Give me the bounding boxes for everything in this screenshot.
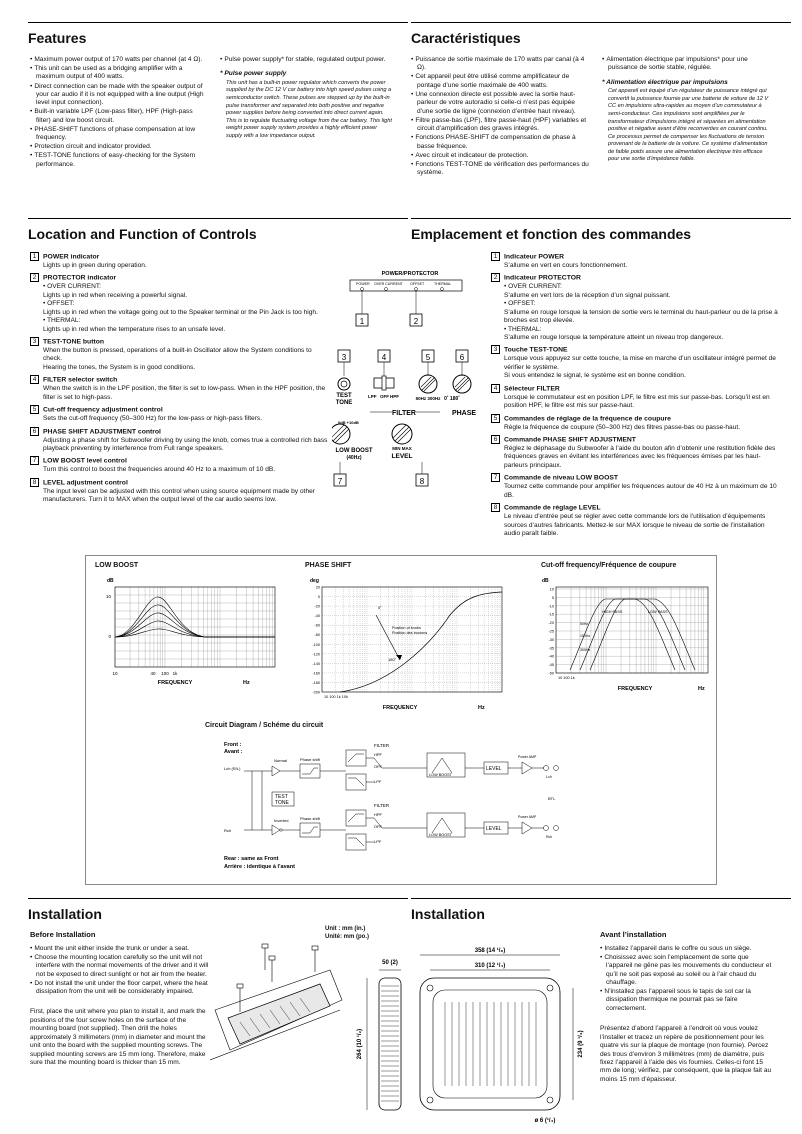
circ-btl: BTL [548, 796, 556, 801]
control-desc: Règle la fréquence de coupure (50–300 Hz) des filtres passe-bas ou passe-haut. [504, 423, 741, 431]
control-title: Indicateur PROTECTOR [504, 274, 581, 282]
phase-label: PHASE [451, 410, 477, 417]
install-text-fr [600, 930, 772, 1084]
circ-rch: Rch [224, 828, 232, 833]
lb-ytick: 0 [108, 634, 111, 639]
lowboost-graph-title: LOW BOOST [95, 562, 139, 569]
lowboost-graph [95, 575, 285, 690]
control-number: 8 [30, 478, 39, 487]
circ-rch-out: Rch [546, 835, 553, 839]
dimension-drawing [345, 940, 600, 1125]
led-power: POWER [356, 282, 370, 286]
control-desc: S’allume en vert en cours fonctionnement. [504, 261, 628, 269]
features-list-fr [411, 56, 589, 178]
feature-item: • Cet appareil peut être utilisé comme amplificateur de pontage d’une sortie maximale de 400 watts. [411, 73, 589, 90]
dim-310: 310 (12 ¹/₄) [474, 963, 506, 969]
control-item [491, 503, 781, 538]
ph-marker-0: 0˚ [378, 605, 382, 610]
dim-234: 234 (9 ¹/₄) [578, 1030, 584, 1058]
unit-label: Unit : mm (in.) Unité: mm (po.) [325, 926, 369, 941]
dim-6: ø 6 (¹/₄) [534, 1118, 556, 1124]
circ-lch-out: Lch [546, 775, 552, 779]
controls-list-fr [491, 252, 781, 542]
co-ytick: -10 [548, 604, 554, 609]
control-number: 5 [491, 414, 500, 423]
control-desc: • OVER CURRENT: S’allume en vert lors de la réception d’un signal puissant. • OFFSET: S’allume en rouge lorsque la tension de sortie vers le terminal du haut-parleur ou de la prise à broches est trop élevée. • THERMAL: S’allume en rouge lorsque la température atteint un niveau trop dangereux. [504, 283, 778, 342]
control-title: Commande de réglage LEVEL [504, 504, 601, 512]
co-ytick: -35 [548, 646, 554, 651]
control-title: Commande PHASE SHIFT ADJUSTMENT [504, 436, 636, 444]
feature-item: • Built-in variable LPF (Low-pass filter), HPF (High-pass filter) and low boost circuit. [30, 108, 205, 125]
control-desc: Le niveau d’entrée peut se régler avec cette commande lors de l’utilisation d’équipements sources d’autres fabricants. Mettez-le sur MAX lorsque le niveau de sortie de l’installation audio paraît faible. [504, 513, 766, 538]
dim-264: 264 (10 ¹/₂) [357, 1028, 363, 1060]
feature-item: • Direct connection can be made with the speaker output of your car audio if it is not equipped with a line output (High level input connection). [30, 83, 205, 108]
circ-lpf2: LPF [374, 839, 382, 844]
circ-off2: OFF [374, 824, 382, 829]
features-col2-fr [602, 56, 774, 164]
led-thermal: THERMAL [434, 282, 452, 286]
note-body: Cet appareil est équipé d’un régulateur de puissance intégré qui convertit la puissance fournie par une batterie de voiture de 12 V CC en impulsions ultra-rapides au moyen d’un commutateur à semi-conducteur. Ces impulsions sont amplifiées par le transformateur d’impulsions intégré et séparées en alimentation positive et négative avant d’être reconverties en courant continu. Ce processus permet de compenser les fluctuations de tension provenant de la batterie de la voiture. Ce système d’alimentation de faible poids assure une alimentation électrique très efficace pour une sortie d’impédance faible. [608, 88, 769, 163]
co-ytick: -25 [548, 629, 554, 634]
co-f3: 300Hz [580, 648, 591, 652]
circ-filter-top: FILTER [374, 743, 390, 748]
control-item [30, 375, 330, 402]
controls-title-fr: Emplacement et fonction des commandes [411, 218, 791, 244]
callout-8: 8 [419, 477, 425, 486]
control-item [30, 273, 330, 334]
lb-xtick: 40 [150, 671, 156, 676]
ph-xticks: 10 100 1k 10k [324, 695, 348, 699]
install-bullet: • Do not install the unit under the floor carpet, where the heat dissipation from the unit will be considerably impaired. [30, 980, 210, 997]
ph-ytick: -160 [312, 671, 320, 676]
install-para-fr: Présentez d’abord l’appareil à l’endroit où vous voulez l’installer et tracez un repère de positionnement pour les quatre vis sur la plaque de montage (non fournie). Percez des trous d’environ 3 millimètres (mm) de diamètre, puis fixez l’appareil à l’aide des vis fournies. Celles-ci font 15 mm de long; vérifiez, par conséquent, que la plaque fait au moins 15 mm d’épaisseur. [600, 1025, 772, 1083]
feature-item: • Maximum power output of 170 watts per channel (at 4 Ω). [30, 56, 205, 64]
control-item [491, 252, 781, 270]
lowboost-range: (40Hz) [346, 455, 362, 461]
feature-item: • Fonctions PHASE-SHIFT de compensation de phase à basse fréquence. [411, 134, 589, 151]
install-bullet: • N’installez pas l’appareil sous le tapis de sol car la dissipation thermique ne pourrait pas se faire correctement. [600, 988, 772, 1013]
controls-title-en: Location and Function of Controls [28, 218, 408, 244]
control-number: 3 [30, 337, 39, 346]
circuit-title: Circuit Diagram / Schéme du circuit [205, 722, 324, 729]
circ-lowboost2: LOW BOOST [429, 833, 452, 837]
dim-358: 358 (14 ¹/₈) [474, 948, 506, 954]
circ-amp2: Power AMP [518, 815, 537, 819]
control-number: 1 [30, 252, 39, 261]
control-title: FILTER selector switch [43, 376, 118, 384]
co-ytick: -50 [548, 671, 554, 676]
circ-hpf2: HPF [374, 812, 382, 817]
install-illustration [210, 940, 345, 1100]
ph-ytick: -120 [312, 652, 320, 657]
control-number: 7 [30, 456, 39, 465]
control-number: 7 [491, 473, 500, 482]
control-number: 4 [491, 384, 500, 393]
control-title: LEVEL adjustment control [43, 479, 128, 487]
co-ytick: -15 [548, 612, 554, 617]
circ-lowboost: LOW BOOST [429, 773, 452, 777]
lb-xtick: 1k [172, 671, 178, 676]
control-title: TEST-TONE button [43, 338, 105, 346]
control-number: 8 [491, 503, 500, 512]
ph-ytick: -100 [312, 642, 320, 647]
control-title: Commande de niveau LOW BOOST [504, 474, 619, 482]
circ-phase-top: Phase shift [300, 757, 320, 762]
ph-ytick: 0 [317, 595, 320, 600]
lb-ylabel: dB [107, 578, 114, 584]
panel-title: POWER/PROTECTOR [381, 271, 439, 277]
control-desc: Réglez le déphasage du Subwoofer à l’aide du bouton afin d’obtenir une restitution fidèle des fréquences graves en évitant les interférences avec les fréquences émises par les haut-parleurs principaux. [504, 445, 776, 469]
feature-item: • Avec circuit et indicateur de protection. [411, 152, 589, 160]
ph-ytick: -200 [312, 690, 320, 695]
control-title: LOW BOOST level control [43, 457, 127, 465]
control-desc: Lorsque vous appuyez sur cette touche, la mise en marche d’un oscillateur intégré permet de vérifier le système. Si vous entendez le signal, le système est en bonne condition. [504, 355, 776, 380]
co-ytick: -45 [548, 663, 554, 668]
control-number: 6 [30, 427, 39, 436]
co-hp: HIGH PASS [602, 610, 623, 614]
cutoff-graph [540, 575, 715, 695]
control-title: Touche TEST-TONE [504, 346, 568, 354]
ph-ytick: -140 [312, 661, 320, 666]
led-over-current: OVER CURRENT [374, 282, 403, 286]
control-number: 4 [30, 375, 39, 384]
phase-graph [300, 575, 510, 715]
circ-off: OFF [374, 764, 382, 769]
control-item [30, 337, 330, 372]
circ-inverted: Inverted [274, 818, 289, 823]
features-title-fr: Caractéristiques [411, 22, 791, 48]
control-item [30, 456, 330, 474]
hpf-label: HPF [390, 394, 399, 399]
control-number: 3 [491, 345, 500, 354]
co-ytick: 5 [551, 595, 554, 600]
co-ytick: -30 [548, 637, 554, 642]
lb-xlabel: FREQUENCY [157, 680, 193, 686]
avant-installation: Avant l’installation [600, 930, 667, 939]
control-desc: When the switch is in the LPF position, the filter is set to low-pass. When in the HPF position, the filter is set to high-pass. [43, 385, 326, 401]
callout-1: 1 [359, 317, 365, 326]
install-bullet: • Installez l’appareil dans le coffre ou sous un siège. [600, 945, 772, 953]
control-title: POWER indicator [43, 253, 100, 261]
feature-item: • TEST-TONE functions of easy-checking for the System performance. [30, 152, 205, 169]
control-desc: When the button is pressed, operations of a built-in Oscillator allow the System conditions to check. Hearing the tones, the System is in good conditions. [43, 347, 312, 371]
feature-item: • Une connexion directe est possible avec la sortie haut-parleur de votre autoradio si celle-ci n’est pas équipée d’une sortie de ligne (connexion d’entrée haut niveau). [411, 91, 589, 116]
circ-lch: Lch (R/L) [224, 766, 241, 771]
circ-arriere: Arrière : identique à l’avant [224, 864, 295, 870]
features-col2-en [220, 56, 392, 140]
circ-test: TEST [275, 794, 288, 800]
control-desc: The input level can be adjusted with this control when using source equipment made by other manufacturers. Turn it to MAX when the output level of the car audio seems low. [43, 487, 315, 504]
before-installation: Before Installation [30, 930, 96, 939]
lb-xtick: 100 [161, 671, 169, 676]
circ-lpf: LPF [374, 779, 382, 784]
circ-hpf: HPF [374, 752, 382, 757]
ph-ylabel: deg [310, 578, 319, 584]
install-title-fr: Installation [411, 898, 791, 924]
control-title: Sélecteur FILTER [504, 385, 560, 393]
note-title: * Alimentation électrique par impulsions [602, 78, 728, 86]
ph-ytick: -40 [314, 614, 320, 619]
control-item [30, 478, 330, 505]
feature-item: • Filtre passe-bas (LPF), filtre passe-haut (HPF) variables et circuit d’amplification des graves intégrés. [411, 117, 589, 134]
features-list-en [30, 56, 205, 170]
control-item [30, 252, 330, 270]
test-label: TEST [336, 393, 352, 399]
feature-item: • Fonctions TEST-TONE de vérification des performances du système. [411, 161, 589, 178]
callout-3: 3 [341, 353, 347, 362]
ph-unit: Hz [478, 705, 485, 711]
circ-level2: LEVEL [486, 826, 502, 832]
co-xlabel: FREQUENCY [617, 686, 653, 692]
co-lp: LOW PASS [648, 610, 668, 614]
circ-tone: TONE [275, 800, 289, 806]
features-title-en: Features [28, 22, 408, 48]
feature-item: • Puissance de sortie maximale de 170 watts par canal (à 4 Ω). [411, 56, 589, 73]
feature-item: • Pulse power supply* for stable, regulated output power. [220, 56, 392, 64]
install-bullet: • Choisissez avec soin l’emplacement de sorte que l’appareil ne gêne pas les mouvements du conducteur et qu’il ne soit pas exposé au soleil ou à l’air chaud du chauffage. [600, 954, 772, 988]
ph-xlabel: FREQUENCY [382, 705, 418, 711]
phase-range: 0˚ 180˚ [444, 396, 460, 402]
control-desc: Adjusting a phase shift for Subwoofer driving by using the knob, comes true a controlled rich bass playback preventing by interference from Full range speakers. [43, 436, 328, 453]
feature-item: • Alimentation électrique par impulsions* pour une puissance de sortie stable, régulée. [602, 56, 774, 73]
ph-ytick: -80 [314, 633, 320, 638]
callout-6: 6 [459, 353, 465, 362]
control-item [491, 345, 781, 380]
co-ytick: -40 [548, 654, 554, 659]
control-title: Cut-off frequency adjustment control [43, 406, 163, 414]
circ-normal: Normal [274, 758, 287, 763]
lb-xtick: 10 [112, 671, 118, 676]
install-bullet: • Choose the mounting location carefully so the unit will not interfere with the normal movements of the driver and it will not be exposed to direct sunlight or hot air from the heater. [30, 954, 210, 979]
co-ylabel: dB [542, 578, 549, 584]
control-number: 2 [30, 273, 39, 282]
control-desc: Sets the cut-off frequency (50–300 Hz) for the low-pass or high-pass filters. [43, 415, 263, 423]
circ-avant: Avant : [224, 749, 243, 755]
lowboost-label: LOW BOOST [335, 448, 373, 454]
control-title: PHASE SHIFT ADJUSTMENT control [43, 427, 161, 435]
cutoff-graph-title: Cut-off frequency/Fréquence de coupure [541, 562, 677, 569]
circ-filter-bot: FILTER [374, 803, 390, 808]
circ-phase-bot: Phase shift [300, 816, 320, 821]
callout-2: 2 [413, 317, 419, 326]
control-item [491, 384, 781, 411]
control-item [30, 405, 330, 423]
callout-4: 4 [381, 353, 387, 362]
feature-item: • This unit can be used as a bridging amplifier with a maximum output of 400 watts. [30, 65, 205, 82]
callout-7: 7 [337, 477, 343, 486]
control-desc: Tournez cette commande pour amplifier les fréquences autour de 40 Hz à un maximum de 10 dB. [504, 483, 777, 499]
freq-range: 50Hz 300Hz [415, 396, 441, 401]
ph-ytick: -180 [312, 680, 320, 685]
co-ytick: 10 [549, 587, 554, 592]
led-offset: OFFSET [410, 282, 425, 286]
control-number: 6 [491, 435, 500, 444]
ph-note-1: Position of knobs [392, 626, 421, 630]
control-title: Commandes de réglage de la fréquence de coupure [504, 414, 671, 422]
co-ytick: -20 [548, 621, 554, 626]
control-panel-illustration [332, 266, 488, 498]
install-para-en: First, place the unit where you plan to install it, and mark the positions of the four screw holes on the surface of the mounting board (not supplied). Then drill the holes approximately 3 millimeters (mm) in diameter and mount the unit onto the board with the supplied mounting screws. The supplied mounting screws are 15 mm long. Therefore, make sure that the mounting board is thicker than 15 mm. [30, 1008, 206, 1067]
install-bullet: • Mount the unit either inside the trunk or under a seat. [30, 945, 210, 953]
control-item [491, 435, 781, 470]
note-title: * Pulse power supply [220, 70, 287, 78]
co-xticks: 10 100 1k [558, 676, 575, 680]
circuit-diagram [222, 738, 562, 873]
phase-graph-title: PHASE SHIFT [305, 562, 352, 569]
circ-rear: Rear : same as Front [224, 856, 279, 862]
control-desc: Turn this control to boost the frequencies around 40 Hz to a maximum of 10 dB. [43, 466, 276, 474]
control-desc: • OVER CURRENT: Lights up in red when receiving a powerful signal. • OFFSET: Lights up in red when the voltage going out to the Speaker terminal or the Pin Jack is too high. • THERMAL: Lights up in red when the temperature rises to an unsafe level. [43, 283, 318, 333]
control-desc: Lights up in green during operation. [43, 261, 147, 269]
off-label: OFF [380, 394, 389, 399]
install-text-en [30, 930, 210, 1067]
co-unit: Hz [698, 686, 705, 692]
note-body: This unit has a built-in power regulator which converts the power supplied by the DC 12 V car battery into high speed pulses using a semiconductor switch. These pulses are stepped up by the built-in pulse transformer and separated into both positive and negative power supplies before being converted into direct current again. This is to regulate fluctuating voltage from the car battery. This light weight power supply system provides a highly efficient power supply with a low impedance output. [226, 79, 392, 139]
co-f1: 50Hz [580, 622, 589, 626]
tone-label: TONE [335, 400, 353, 406]
circ-level: LEVEL [486, 766, 502, 772]
ph-marker-180: 180˚ [388, 657, 397, 662]
ph-ytick: 20 [315, 585, 320, 590]
circ-front: Front : [224, 742, 242, 748]
co-f2: 150Hz [580, 634, 591, 638]
dim-50: 50 (2) [382, 960, 398, 966]
ph-ytick: -60 [314, 623, 320, 628]
feature-item: • Protection circuit and indicator provided. [30, 143, 205, 151]
control-desc: Lorsque le commutateur est en position LPF, le filtre est mis sur passe-bas. Lorsqu’il est en position HPF, le filtre est mis sur passe-haut. [504, 393, 770, 410]
callout-5: 5 [425, 353, 431, 362]
controls-list-en [30, 252, 330, 508]
control-number: 5 [30, 405, 39, 414]
lb-unit: Hz [243, 680, 250, 686]
circ-amp: Power AMP [518, 755, 537, 759]
control-title: PROTECTOR indicator [43, 274, 117, 282]
ph-ytick: -20 [314, 604, 320, 609]
control-item [491, 414, 781, 432]
lpf-label: LPF [368, 394, 377, 399]
control-number: 1 [491, 252, 500, 261]
control-item [491, 473, 781, 500]
control-item [30, 427, 330, 454]
control-number: 2 [491, 273, 500, 282]
filter-label: FILTER [392, 410, 416, 417]
control-title: Indicateur POWER [504, 253, 565, 261]
feature-item: • PHASE-SHIFT functions of phase compensation at low frequency. [30, 126, 205, 143]
install-title-en: Installation [28, 898, 408, 924]
control-item [491, 273, 781, 342]
lb-ytick: 10 [105, 594, 111, 599]
level-minmax: MIN MAX [392, 446, 412, 451]
level-label: LEVEL [391, 453, 413, 460]
lowboost-zero: 0dB +10dB [338, 420, 359, 425]
ph-note-2: Position des boutons [392, 631, 428, 635]
